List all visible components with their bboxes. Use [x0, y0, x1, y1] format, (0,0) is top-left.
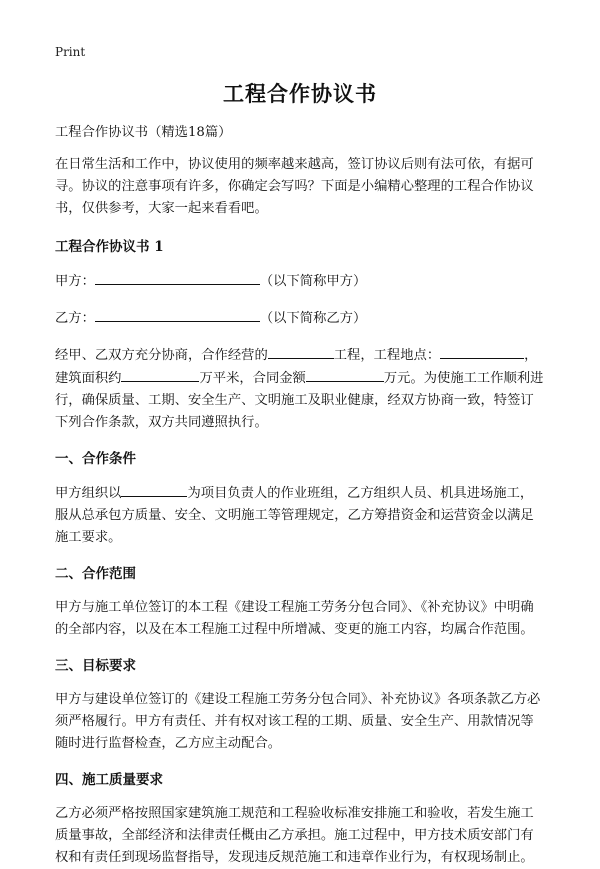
section-1-text-post: 为项目负责人的作业班组，乙方组织人员、机具进场施工，服从总承包方质量、安全、文明施工等管理规定，乙方筹措资金和运营资金以满足施工要求。	[55, 486, 534, 545]
preamble-text-1: 经甲、乙双方充分协商，合作经营的	[55, 348, 268, 363]
party-a-line	[55, 270, 545, 293]
preamble-text-3: ，建筑面积约	[55, 348, 538, 386]
section-heading: 二、合作范围	[55, 566, 136, 582]
section-paragraph: 乙方必须严格按照国家建筑施工规范和工程验收标准安排施工和验收，若发生施工质量事故，全部经济和法律责任概由乙方承担。施工过程中，甲方技术质安部门有权和有责任到现场监督指导，发现违反规范施工和违章作业行为，有权现场制止。	[55, 806, 534, 865]
amount-blank	[306, 367, 384, 382]
party-b-note: （以下简称乙方）	[259, 311, 367, 326]
party-a-label: 甲方：	[55, 274, 95, 289]
area-blank	[121, 367, 199, 382]
section-heading: 一、合作条件	[55, 451, 136, 467]
party-a-note: （以下简称甲方）	[259, 274, 367, 289]
page-title: 工程合作协议书	[223, 81, 377, 106]
subtitle: 工程合作协议书（精选18篇）	[55, 125, 232, 140]
section-1-text-pre: 甲方组织以	[55, 486, 122, 501]
manager-blank	[121, 482, 187, 497]
project-name-blank	[268, 344, 334, 359]
party-a-blank	[95, 270, 260, 285]
print-link[interactable]: Print	[55, 45, 86, 59]
intro-paragraph: 在日常生活和工作中，协议使用的频率越来越高，签订协议后则有法可依，有据可寻。协议的注意事项有许多，你确定会写吗？下面是小编精心整理的工程合作协议书，仅供参考，大家一起来看看吧。	[55, 157, 534, 216]
preamble-text-5: 万元。为使施工工作顺利进行，确保质量、工期、安全生产、文明施工及职业健康，经双方协商一致，特签订下列合作条款，双方共同遵照执行。	[55, 371, 544, 430]
section-paragraph: 甲方与建设单位签订的《建设工程施工劳务分包合同》、补充协议》各项条款乙方必须严格履行。甲方有责任、并有权对该工程的工期、质量、安全生产、用款情况等随时进行监督检查，乙方应主动配合。	[55, 692, 541, 751]
doc-heading: 工程合作协议书 1	[55, 239, 164, 255]
section-paragraph: 甲方与施工单位签订的本工程《建设工程施工劳务分包合同》、《补充协议》中明确的全部内容，以及在本工程施工过程中所增减、变更的施工内容，均属合作范围。	[55, 600, 534, 637]
preamble-paragraph	[55, 344, 545, 434]
preamble-text-4: 万平米，合同金额	[199, 371, 306, 386]
section-heading: 三、目标要求	[55, 658, 136, 674]
party-b-line	[55, 307, 545, 330]
section-paragraph	[55, 482, 545, 549]
preamble-text-2: 工程，工程地点：	[333, 348, 441, 363]
party-b-label: 乙方：	[55, 311, 95, 326]
document-body	[55, 122, 545, 869]
location-blank	[440, 344, 524, 359]
section-heading: 四、施工质量要求	[55, 772, 163, 788]
party-b-blank	[95, 307, 260, 322]
